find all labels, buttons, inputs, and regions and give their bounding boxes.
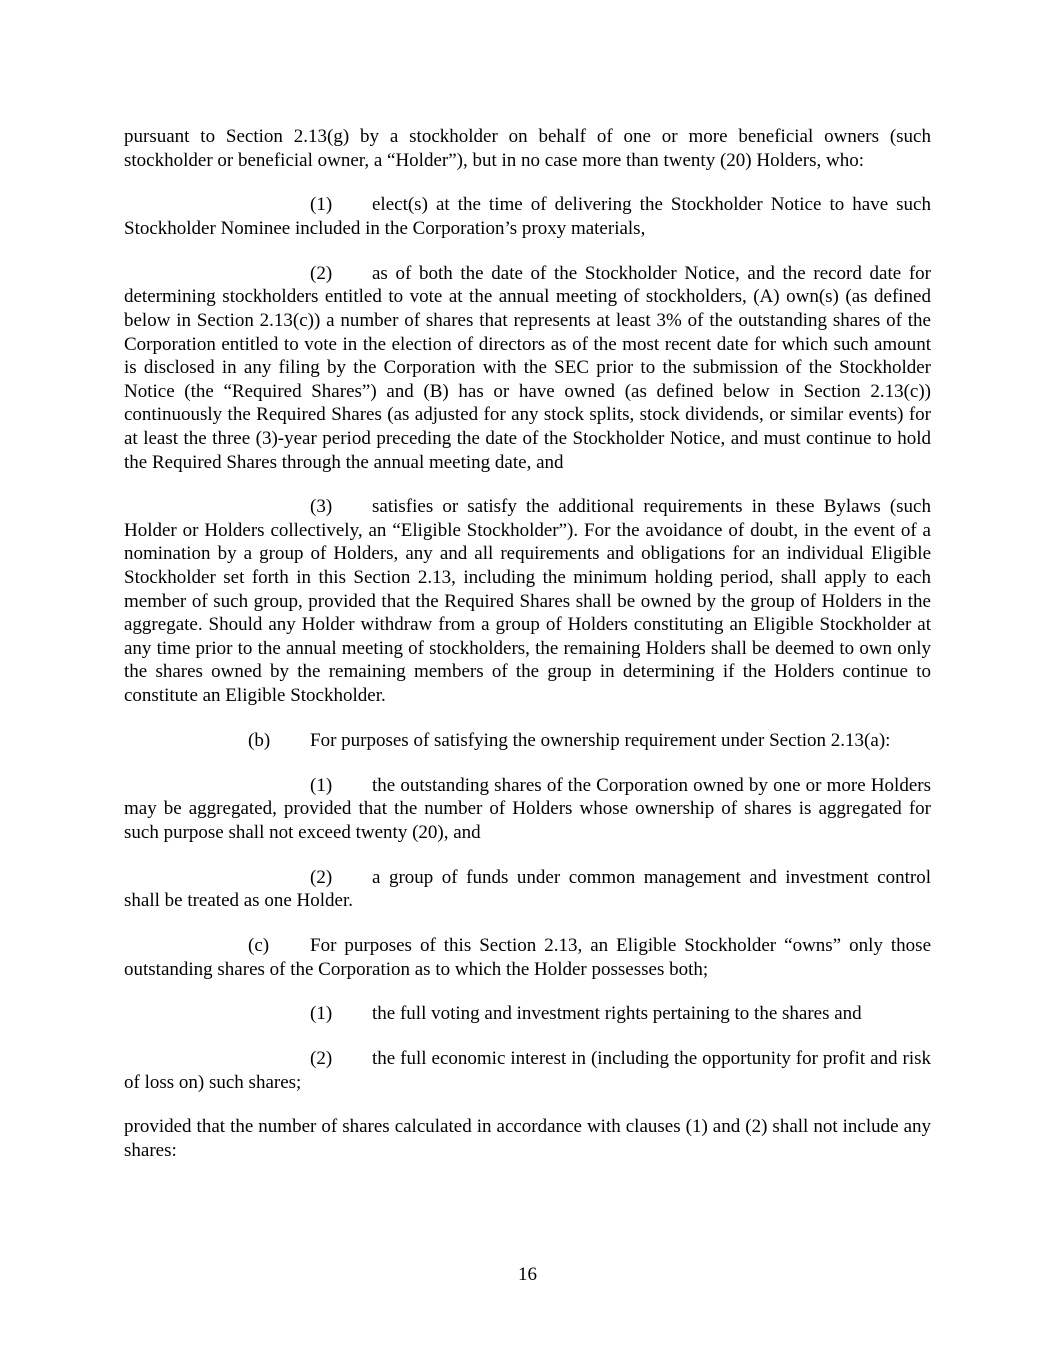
document-page [124, 125, 931, 1184]
paragraph-text: as of both the date of the Stockholder Notice, and the record date for determining stockholders entitled to vote at the annual meeting of stockholders, (A) own(s) (as defined below in Section 2.13(c)) a number of shares that represents at least 3% of the outstanding shares of the Corporation entitled to vote in the election of directors as of the most recent date for which such amount is disclosed in any filing by the Corporation with the SEC prior to the submission of the Stockholder Notice (the “Required Shares”) and (B) has or have owned (as defined below in Section 2.13(c)) continuously the Required Shares (as adjusted for any stock splits, stock dividends, or similar events) for at least the three (3)-year period preceding the date of the Stockholder Notice, and must continue to hold the Required Shares through the annual meeting date, and [124, 262, 931, 473]
paragraph-text: the full economic interest in (including the opportunity for profit and risk of loss on) such shares; [124, 1048, 931, 1093]
paragraph-text: satisfies or satisfy the additional requirements in these Bylaws (such Holder or Holders collectively, an “Eligible Stockholder”). For the avoidance of doubt, in the event of a nomination by a group of Holders, any and all requirements and obligations for an individual Eligible Stockholder set forth in this Section 2.13, including the minimum holding period, shall apply to each member of such group, provided that the Required Shares shall be owned by the group of Holders in the aggregate. Should any Holder withdraw from a group of Holders constituting an Eligible Stockholder at any time prior to the annual meeting of stockholders, the remaining Holders shall be deemed to own only the shares owned by the remaining members of the group in determining if the Holders continue to constitute an Eligible Stockholder. [124, 496, 931, 707]
paragraph-holder-definition [124, 125, 931, 172]
clause-label: (3) [310, 496, 333, 518]
paragraph-text: the full voting and investment rights pertaining to the shares and [372, 1003, 862, 1025]
paragraph-clause-1 [124, 193, 931, 240]
paragraph-b-clause-1 [124, 774, 931, 845]
paragraph-text: the outstanding shares of the Corporation owned by one or more Holders may be aggregated, provided that the number of Holders whose ownership of shares is aggregated for such purpose shall not exceed twenty (20), and [124, 774, 931, 843]
paragraph-c-clause-1 [124, 1002, 931, 1026]
paragraph-text: pursuant to Section 2.13(g) by a stockholder on behalf of one or more beneficial owners (such stockholder or beneficial owner, a “Holder”), but in no case more than twenty (20) Holders, who: [124, 126, 931, 171]
clause-label: (1) [310, 1003, 333, 1025]
paragraph-text: elect(s) at the time of delivering the Stockholder Notice to have such Stockholder Nominee included in the Corporation’s proxy materials, [124, 194, 931, 239]
section-label: (c) [248, 934, 270, 956]
paragraph-clause-3 [124, 495, 931, 707]
paragraph-text: For purposes of satisfying the ownership requirement under Section 2.13(a): [310, 729, 891, 751]
paragraph-b-clause-2 [124, 866, 931, 913]
paragraph-text: provided that the number of shares calculated in accordance with clauses (1) and (2) shall not include any shares: [124, 1116, 931, 1162]
paragraph-text: For purposes of this Section 2.13, an Eligible Stockholder “owns” only those outstanding shares of the Corporation as to which the Holder possesses both; [124, 934, 931, 980]
paragraph-clause-2 [124, 262, 931, 474]
paragraph-section-c [124, 934, 931, 981]
paragraph-text: a group of funds under common management and investment control shall be treated as one Holder. [124, 866, 931, 912]
paragraph-section-b [124, 729, 931, 753]
clause-label: (1) [310, 774, 333, 796]
section-label: (b) [248, 729, 271, 751]
clause-label: (2) [310, 1048, 333, 1070]
page-number: 16 [518, 1264, 537, 1285]
clause-label: (2) [310, 866, 333, 888]
clause-label: (1) [310, 194, 333, 216]
paragraph-proviso [124, 1115, 931, 1162]
paragraph-c-clause-2 [124, 1047, 931, 1094]
clause-label: (2) [310, 262, 333, 284]
